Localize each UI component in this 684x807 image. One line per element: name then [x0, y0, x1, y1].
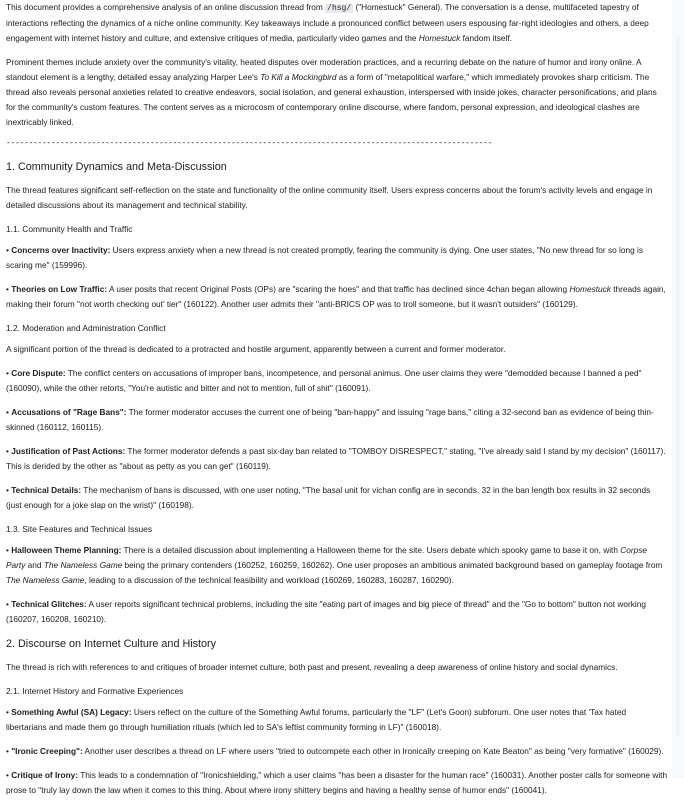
list-item: • Technical Glitches: A user reports significant technical problems, including the site "eating part of images and big piece of thread" and the "Go to bottom" button not working (160207, 160208, 160210).: [6, 599, 646, 624]
bullet-label: Technical Details:: [11, 485, 82, 495]
section-2-intro: The thread is rich with references to and critiques of broader internet culture, both past and present, revealing a deep awareness of online history and social dynamics.: [6, 662, 618, 672]
document-body: [6, 0, 668, 807]
vertical-scrollbar[interactable]: [672, 0, 684, 779]
bullet-text: The former moderator accuses the current one of being "ban-happy" and issuing "rage bans," citing a 32-second ban as evidence of being thin-skinned (160112, 160115).: [6, 407, 654, 432]
bullet-text: Users reflect on the culture of the Something Awful forums, particularly the "LF" (Let's Goon) subforum. One user notes that 'Tax hated libertarians and made them go through humiliation rituals (which led to SA's leftist community forming in LF)" (160018).: [6, 707, 627, 732]
bullet-text: The conflict centers on accusations of improper bans, incompetence, and personal animus. One user claims they were "demodded because I banned a ped" (160090), while the other retorts, "You're autistic and bitter and not to mention, full of shit" (160091).: [6, 368, 642, 393]
bullet-label: Technical Glitches:: [11, 599, 87, 609]
bullet-text: A user reports significant technical problems, including the site "eating part of images and big piece of thread" and the "Go to bottom" button not working (160207, 160208, 160210).: [6, 599, 646, 624]
bullet-label: Core Dispute:: [11, 368, 66, 378]
list-item: • "Ironic Creeping": Another user describes a thread on LF where users "tried to outcompete each other in Ironically creeping on Kate Beaton" as being "very formative" (160029).: [6, 746, 664, 756]
subsection-2-1-heading: 2.1. Internet History and Formative Experiences: [6, 686, 184, 696]
bullet-text: , leading to a discussion of the technical feasibility and workload (160269, 160283, 160287, 160290).: [84, 575, 454, 585]
board-code: /hsg/: [327, 4, 352, 13]
intro-italic: To Kill a Mockingbird: [260, 72, 337, 82]
list-item: • Accusations of "Rage Bans": The former moderator accuses the current one of being "ban-happy" and issuing "rage bans," citing a 32-second ban as evidence of being thin-skinned (160112, 160115).: [6, 407, 654, 432]
subsection-1-2-heading: 1.2. Moderation and Administration Conflict: [6, 323, 166, 333]
bullet-italic: The Nameless Game: [6, 575, 85, 585]
intro-text: ("Homestuck" General). The conversation is a dense, multifaceted tapestry of interactions reflecting the dynamics of a niche online community. Key takeaways include a pronounced conflict between users espousing far-right ideologies and others, a deep engagement with internet history and culture, and extensive critiques of media, particularly video games and the: [6, 2, 649, 43]
bullet-text: being the primary contenders (160252, 160259, 160262). One user proposes an ambitious animated background based on gameplay footage from: [122, 560, 663, 570]
list-item: • Theories on Low Traffic: A user posits that recent Original Posts (OPs) are "scaring the hoes" and that traffic has declined since 4chan began allowing Homestuck threads again, making their forum "not worth checking out' tier" (160122). Another user admits their "anti-BRICS OP was to troll someone, but it wasn't outsiders" (160129).: [6, 284, 666, 309]
list-item: • Critique of Irony: This leads to a condemnation of "Ironicshielding," which a user claims "has been a disaster for the human race" (160031). Another poster calls for someone with prose to "truly lay down the law when it comes to this thing. About where irony shittery begins and having a healthy sense of humor ends" (160041).: [6, 770, 668, 795]
bullet-label: Critique of Irony:: [11, 770, 79, 780]
subsection-1-3-heading: 1.3. Site Features and Technical Issues: [6, 524, 153, 534]
bullet-label: Concerns over Inactivity:: [11, 245, 111, 255]
subsection-1-1-heading: 1.1. Community Health and Traffic: [6, 224, 133, 234]
bullet-label: Accusations of "Rage Bans":: [11, 407, 127, 417]
bullet-label: Justification of Past Actions:: [11, 446, 126, 456]
section-2-heading: 2. Discourse on Internet Culture and History: [6, 638, 217, 650]
scrollbar-thumb[interactable]: [676, 36, 680, 736]
intro-italic: Homestuck: [418, 33, 461, 43]
bullet-text: Another user describes a thread on LF where users "tried to outcompete each other in Ironically creeping on Kate Beaton" as being "very formative" (160029).: [82, 746, 664, 756]
intro-text: fandom itself.: [460, 33, 512, 43]
bullet-italic: Homestuck: [569, 284, 611, 294]
list-item: • Core Dispute: The conflict centers on accusations of improper bans, incompetence, and personal animus. One user claims they were "demodded because I banned a ped" (160090), while the other retorts, "You're autistic and bitter and not to mention, full of shit" (160091).: [6, 368, 642, 393]
list-item: • Something Awful (SA) Legacy: Users reflect on the culture of the Something Awful forums, particularly the "LF" (Let's Goon) subforum. One user notes that 'Tax hated libertarians and made them go through humiliation rituals (which led to SA's leftist community forming in LF)" (160018).: [6, 707, 627, 732]
list-item: • Justification of Past Actions: The former moderator defends a past six-day ban related to "TOMBOY DISRESPECT," stating, "I've already said I stand by my decision" (160117). This is derided by the other as "about as petty as you can get" (160119).: [6, 446, 666, 471]
list-item: • Halloween Theme Planning: There is a detailed discussion about implementing a Halloween theme for the site. Users debate which spooky game to base it on, with Corpse Party and The Nameless Game being the primary contenders (160252, 160259, 160262). One user proposes an ambitious animated background based on gameplay footage from The Nameless Game, leading to a discussion of the technical feasibility and workload (160269, 160283, 160287, 160290).: [6, 545, 663, 585]
bullet-label: Theories on Low Traffic:: [11, 284, 108, 294]
bullet-text: threads again, making their forum "not worth checking out' tier" (160122). Another user admits their "anti-BRICS OP was to troll someone, but it wasn't outsiders" (160129).: [6, 284, 666, 309]
bullet-text: There is a detailed discussion about implementing a Halloween theme for the site. Users debate which spooky game to base it on, with: [121, 545, 621, 555]
horizontal-rule: ------------------------------------------------------------------------------------------------------------: [6, 139, 493, 148]
subsection-1-2-intro: A significant portion of the thread is dedicated to a protracted and hostile argument, apparently between a current and former moderator.: [6, 344, 506, 354]
bullet-label: Halloween Theme Planning:: [11, 545, 122, 555]
bullet-text: The mechanism of bans is discussed, with one user noting, "The basal unit for vichan config are in seconds. 32 in the ban length box results in 32 seconds (just enough for a joke slap on the wrist)" (160198).: [6, 485, 651, 510]
bullet-italic: The Nameless Game: [43, 560, 123, 570]
section-1-heading: 1. Community Dynamics and Meta-Discussion: [6, 161, 227, 173]
intro-paragraph-1: [6, 0, 668, 46]
bullet-label: Something Awful (SA) Legacy:: [11, 707, 132, 717]
intro-text: Prominent themes include anxiety over the community's vitality, heated disputes over moderation practices, and a recurring debate on the nature of humor and irony online. A standout element is a lengthy, detailed essay analyzing Harper Lee's: [6, 57, 642, 82]
bullet-text: A user posits that recent Original Posts (OPs) are "scaring the hoes" and that traffic has declined since 4chan began allowing: [107, 284, 570, 294]
bullet-italic: Corpse Party: [6, 545, 648, 570]
list-item: • Concerns over Inactivity: Users express anxiety when a new thread is not created promptly, fearing the community is dying. One user states, "No new thread for so long is scaring me" (159996).: [6, 245, 644, 270]
bullet-text: The former moderator defends a past six-day ban related to "TOMBOY DISRESPECT," stating, "I've already said I stand by my decision" (160117). This is derided by the other as "about as petty as you can get" (160119).: [6, 446, 666, 471]
intro-text: This document provides a comprehensive analysis of an online discussion thread from: [6, 2, 326, 12]
list-item: • Technical Details: The mechanism of bans is discussed, with one user noting, "The basal unit for vichan config are in seconds. 32 in the ban length box results in 32 seconds (just enough for a joke slap on the wrist)" (160198).: [6, 485, 651, 510]
bullet-text: and: [25, 560, 44, 570]
intro-paragraph-2: [6, 55, 668, 130]
bullet-text: Users express anxiety when a new thread is not created promptly, fearing the community is dying. One user states, "No new thread for so long is scaring me" (159996).: [6, 245, 644, 270]
bullet-label: "Ironic Creeping":: [11, 746, 83, 756]
bullet-text: This leads to a condemnation of "Ironicshielding," which a user claims "has been a disaster for the human race" (160031). Another poster calls for someone with prose to "truly lay down the law when it comes to this thing. About where irony shittery begins and having a healthy sense of humor ends" (160041).: [6, 770, 668, 795]
section-1-intro: The thread features significant self-reflection on the state and functionality of the online community itself. Users express concerns about the forum's activity levels and engage in detailed discussions about its management and technical stability.: [6, 185, 653, 210]
intro-text: as a form of "metapolitical warfare," which immediately provokes sharp criticism. The thread also reveals personal anxieties related to creative endeavors, social isolation, and general exhaustion, interspersed with inside jokes, character personifications, and plans for the community's custom features. The content serves as a microcosm of contemporary online discourse, where fandom, personal expression, and ideological clashes are inextricably linked.: [6, 72, 657, 127]
